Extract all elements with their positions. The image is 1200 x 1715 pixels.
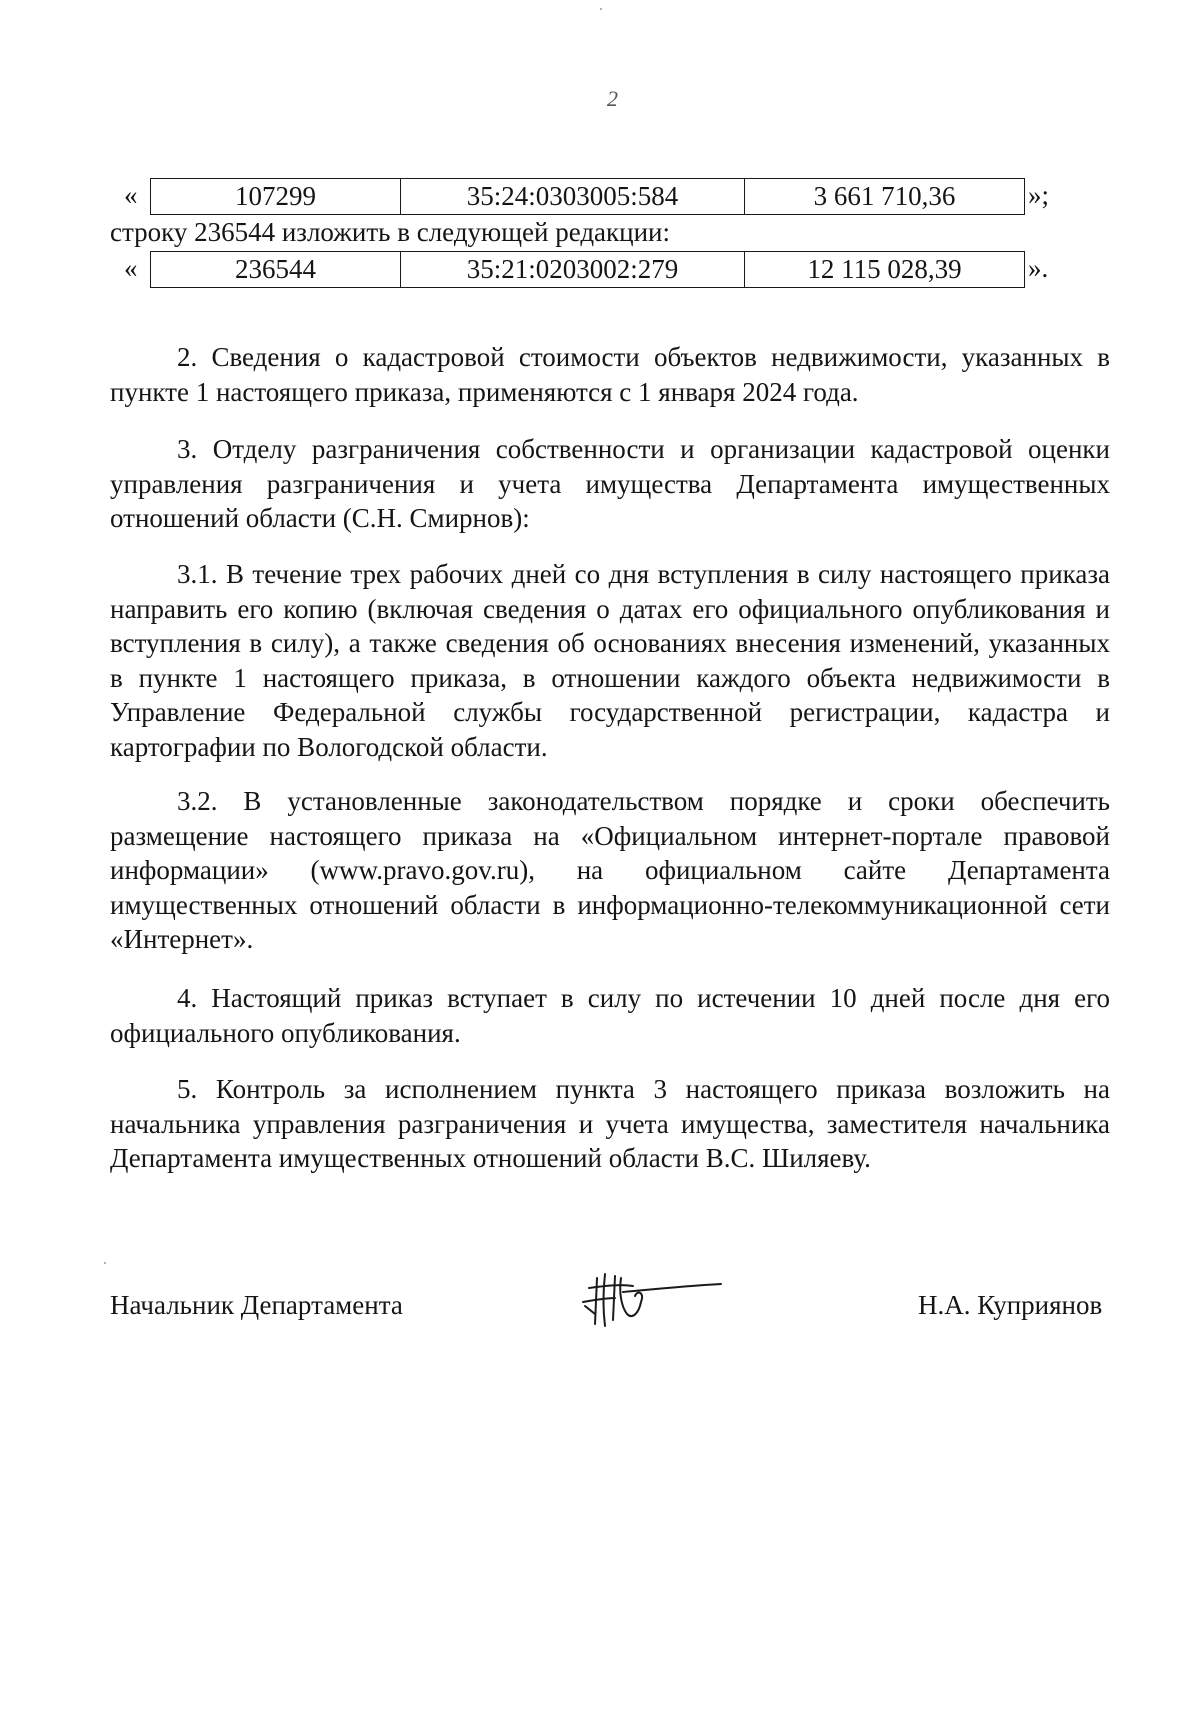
row-number-cell: 236544 (151, 252, 401, 288)
close-quote: »; (1028, 180, 1050, 210)
paragraph-3-2: 3.2. В установленные законодательством порядке и сроки обеспечить размещение настоящего приказа на «Официальном интернет-портале правовой информации» (www.pravo.gov.ru), на официальном сайте Департамента имущественных отношений области в информационно-телекоммуникационной сети «Интернет». (110, 786, 1110, 954)
cadastral-number-cell: 35:21:0203002:279 (401, 252, 745, 288)
paragraph-2: 2. Сведения о кадастровой стоимости объектов недвижимости, указанных в пункте 1 настоящего приказа, применяются с 1 января 2024 года. (110, 342, 1110, 407)
cadastral-value-cell: 3 661 710,36 (745, 179, 1025, 215)
scan-speck (600, 8, 602, 10)
handwritten-signature (575, 1262, 735, 1337)
row-number-cell: 107299 (151, 179, 401, 215)
signer-name: Н.А. Куприянов (918, 1290, 1103, 1320)
signer-title: Начальник Департамента (110, 1290, 403, 1320)
table-row (110, 251, 1070, 291)
intro-line: строку 236544 изложить в следующей редакции: (110, 217, 671, 247)
cadastral-value-cell: 12 115 028,39 (745, 252, 1025, 288)
cadastral-table-row-2 (150, 251, 1025, 288)
cadastral-number-cell: 35:24:0303005:584 (401, 179, 745, 215)
paragraph-3: 3. Отделу разграничения собственности и организации кадастровой оценки управления разграничения и учета имущества Департамента имущественных отношений области (С.Н. Смирнов): (110, 434, 1110, 533)
paragraph-3-1: 3.1. В течение трех рабочих дней со дня вступления в силу настоящего приказа направить его копию (включая сведения о датах его официального опубликования и вступления в силу), а также сведения об основаниях внесения изменений, указанных в пункте 1 настоящего приказа, в отношении каждого объекта недвижимости в Управление Федеральной службы государственной регистрации, кадастра и картографии по Вологодской области. (110, 559, 1110, 762)
close-quote: ». (1028, 253, 1049, 283)
open-quote: « (124, 253, 138, 283)
open-quote: « (124, 180, 138, 210)
cadastral-table-row-1 (150, 178, 1025, 215)
table-row (110, 178, 1070, 218)
page-number: 2 (607, 86, 618, 111)
scan-speck (104, 1262, 106, 1264)
paragraph-5: 5. Контроль за исполнением пункта 3 настоящего приказа возложить на начальника управления разграничения и учета имущества, заместителя начальника Департамента имущественных отношений области В.С. Шиляеву. (110, 1074, 1110, 1173)
paragraph-4: 4. Настоящий приказ вступает в силу по истечении 10 дней после дня его официального опубликования. (110, 983, 1110, 1048)
